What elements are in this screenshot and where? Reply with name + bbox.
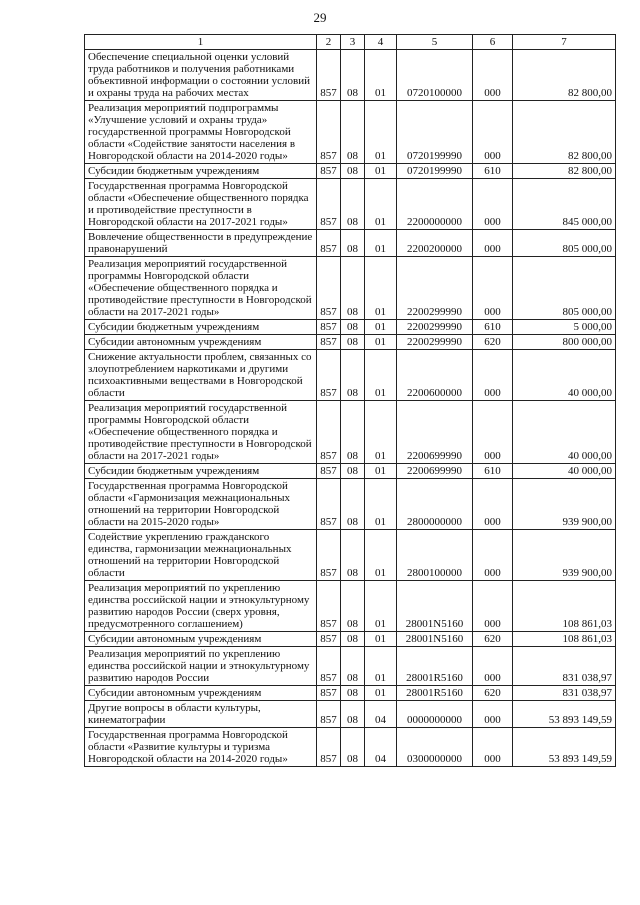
row-amount-cell: 939 900,00 [513, 530, 616, 581]
row-section-cell: 08 [341, 101, 365, 164]
row-expense-type-cell: 000 [473, 728, 513, 767]
row-target-article-cell: 0000000000 [397, 701, 473, 728]
table-row [85, 101, 616, 164]
table-row [85, 320, 616, 335]
row-amount-cell: 108 861,03 [513, 632, 616, 647]
row-name-cell: Вовлечение общественности в предупреждение правонарушений [85, 230, 317, 257]
row-amount-cell: 5 000,00 [513, 320, 616, 335]
row-expense-type-cell: 620 [473, 632, 513, 647]
row-section-cell: 08 [341, 350, 365, 401]
row-name-cell: Реализация мероприятий государственной программы Новгородской области «Обеспечение общественного порядка и противодействие преступности в Новгородской области на 2017-2021 годы» [85, 257, 317, 320]
row-code-cell: 857 [317, 230, 341, 257]
row-target-article-cell: 2200000000 [397, 179, 473, 230]
row-code-cell: 857 [317, 632, 341, 647]
table-row [85, 701, 616, 728]
row-amount-cell: 805 000,00 [513, 230, 616, 257]
row-expense-type-cell: 000 [473, 647, 513, 686]
table-row [85, 530, 616, 581]
page-number: 29 [313, 10, 327, 25]
row-target-article-cell: 0300000000 [397, 728, 473, 767]
row-amount-cell: 831 038,97 [513, 647, 616, 686]
row-target-article-cell: 2200699990 [397, 401, 473, 464]
row-code-cell: 857 [317, 530, 341, 581]
row-expense-type-cell: 610 [473, 164, 513, 179]
row-code-cell: 857 [317, 581, 341, 632]
row-subsection-cell: 01 [365, 230, 397, 257]
row-name-cell: Реализация мероприятий по укреплению единства российской нации и этнокультурному развитию народов России (сверх уровня, предусмотренного соглашением) [85, 581, 317, 632]
row-name-cell: Субсидии бюджетным учреждениям [85, 464, 317, 479]
table-row [85, 401, 616, 464]
row-expense-type-cell: 000 [473, 581, 513, 632]
row-name-cell: Другие вопросы в области культуры, кинематографии [85, 701, 317, 728]
row-target-article-cell: 0720199990 [397, 164, 473, 179]
row-section-cell: 08 [341, 686, 365, 701]
row-subsection-cell: 01 [365, 647, 397, 686]
row-code-cell: 857 [317, 335, 341, 350]
row-amount-cell: 805 000,00 [513, 257, 616, 320]
row-section-cell: 08 [341, 335, 365, 350]
row-section-cell: 08 [341, 164, 365, 179]
row-expense-type-cell: 620 [473, 686, 513, 701]
row-subsection-cell: 01 [365, 335, 397, 350]
row-target-article-cell: 2200699990 [397, 464, 473, 479]
row-amount-cell: 40 000,00 [513, 350, 616, 401]
table-row [85, 257, 616, 320]
row-amount-cell: 53 893 149,59 [513, 728, 616, 767]
row-name-cell: Обеспечение специальной оценки условий труда работников и получения работниками объективной информации о состоянии условий и охраны труда на рабочих местах [85, 50, 317, 101]
column-header: 3 [341, 35, 365, 50]
row-section-cell: 08 [341, 632, 365, 647]
row-name-cell: Снижение актуальности проблем, связанных со злоупотреблением наркотиками и другими психоактивными веществами в Новгородской области [85, 350, 317, 401]
row-amount-cell: 831 038,97 [513, 686, 616, 701]
row-subsection-cell: 01 [365, 257, 397, 320]
row-subsection-cell: 01 [365, 164, 397, 179]
row-section-cell: 08 [341, 401, 365, 464]
row-name-cell: Реализация мероприятий по укреплению единства российской нации и этнокультурному развитию народов России [85, 647, 317, 686]
row-code-cell: 857 [317, 320, 341, 335]
row-name-cell: Субсидии автономным учреждениям [85, 632, 317, 647]
row-subsection-cell: 01 [365, 320, 397, 335]
row-amount-cell: 939 900,00 [513, 479, 616, 530]
table-row [85, 581, 616, 632]
row-amount-cell: 845 000,00 [513, 179, 616, 230]
row-target-article-cell: 2200299990 [397, 257, 473, 320]
row-name-cell: Субсидии бюджетным учреждениям [85, 164, 317, 179]
row-section-cell: 08 [341, 530, 365, 581]
column-header: 5 [397, 35, 473, 50]
row-amount-cell: 800 000,00 [513, 335, 616, 350]
row-expense-type-cell: 000 [473, 401, 513, 464]
row-name-cell: Государственная программа Новгородской области «Обеспечение общественного порядка и противодействие преступности в Новгородской области на 2017-2021 годы» [85, 179, 317, 230]
row-section-cell: 08 [341, 50, 365, 101]
row-expense-type-cell: 000 [473, 101, 513, 164]
row-amount-cell: 82 800,00 [513, 50, 616, 101]
row-code-cell: 857 [317, 257, 341, 320]
table-row [85, 632, 616, 647]
row-target-article-cell: 28001N5160 [397, 632, 473, 647]
row-subsection-cell: 01 [365, 179, 397, 230]
table-header-row [85, 35, 616, 50]
row-amount-cell: 40 000,00 [513, 464, 616, 479]
row-code-cell: 857 [317, 701, 341, 728]
row-name-cell: Государственная программа Новгородской области «Гармонизация межнациональных отношений на территории Новгородской области на 2015-2020 годы» [85, 479, 317, 530]
row-target-article-cell: 2200200000 [397, 230, 473, 257]
row-code-cell: 857 [317, 647, 341, 686]
row-code-cell: 857 [317, 401, 341, 464]
row-expense-type-cell: 610 [473, 464, 513, 479]
row-subsection-cell: 01 [365, 101, 397, 164]
table-row [85, 350, 616, 401]
row-section-cell: 08 [341, 320, 365, 335]
table-body [85, 50, 616, 767]
table-row [85, 647, 616, 686]
row-expense-type-cell: 000 [473, 179, 513, 230]
row-expense-type-cell: 000 [473, 230, 513, 257]
row-name-cell: Государственная программа Новгородской области «Развитие культуры и туризма Новгородской области на 2014-2020 годы» [85, 728, 317, 767]
row-name-cell: Реализация мероприятий государственной программы Новгородской области «Обеспечение общественного порядка и противодействие преступности в Новгородской области на 2017-2021 годы» [85, 401, 317, 464]
row-subsection-cell: 01 [365, 530, 397, 581]
row-section-cell: 08 [341, 581, 365, 632]
row-code-cell: 857 [317, 50, 341, 101]
row-target-article-cell: 2200600000 [397, 350, 473, 401]
row-code-cell: 857 [317, 350, 341, 401]
row-subsection-cell: 01 [365, 401, 397, 464]
table-row [85, 686, 616, 701]
row-code-cell: 857 [317, 164, 341, 179]
table-row [85, 230, 616, 257]
row-target-article-cell: 2200299990 [397, 320, 473, 335]
row-code-cell: 857 [317, 479, 341, 530]
row-target-article-cell: 0720100000 [397, 50, 473, 101]
table-row [85, 464, 616, 479]
table-row [85, 335, 616, 350]
row-code-cell: 857 [317, 686, 341, 701]
row-amount-cell: 53 893 149,59 [513, 701, 616, 728]
row-target-article-cell: 2800000000 [397, 479, 473, 530]
row-expense-type-cell: 000 [473, 50, 513, 101]
row-subsection-cell: 01 [365, 350, 397, 401]
row-section-cell: 08 [341, 701, 365, 728]
row-name-cell: Реализация мероприятий подпрограммы «Улучшение условий и охраны труда» государственной программы Новгородской области «Содействие занятости населения в Новгородской области на 2014-2020 годы» [85, 101, 317, 164]
table-row [85, 164, 616, 179]
row-subsection-cell: 01 [365, 581, 397, 632]
row-section-cell: 08 [341, 647, 365, 686]
row-code-cell: 857 [317, 101, 341, 164]
row-subsection-cell: 04 [365, 701, 397, 728]
row-section-cell: 08 [341, 464, 365, 479]
row-subsection-cell: 01 [365, 464, 397, 479]
row-name-cell: Субсидии автономным учреждениям [85, 335, 317, 350]
row-amount-cell: 82 800,00 [513, 101, 616, 164]
row-expense-type-cell: 610 [473, 320, 513, 335]
column-header: 1 [85, 35, 317, 50]
column-header: 7 [513, 35, 616, 50]
column-header: 2 [317, 35, 341, 50]
row-target-article-cell: 28001R5160 [397, 647, 473, 686]
row-subsection-cell: 04 [365, 728, 397, 767]
table-row [85, 179, 616, 230]
row-section-cell: 08 [341, 728, 365, 767]
row-code-cell: 857 [317, 464, 341, 479]
row-target-article-cell: 2200299990 [397, 335, 473, 350]
row-subsection-cell: 01 [365, 50, 397, 101]
row-code-cell: 857 [317, 179, 341, 230]
row-name-cell: Субсидии автономным учреждениям [85, 686, 317, 701]
row-expense-type-cell: 000 [473, 530, 513, 581]
row-target-article-cell: 28001N5160 [397, 581, 473, 632]
column-header: 6 [473, 35, 513, 50]
row-section-cell: 08 [341, 257, 365, 320]
row-amount-cell: 40 000,00 [513, 401, 616, 464]
row-subsection-cell: 01 [365, 479, 397, 530]
row-subsection-cell: 01 [365, 632, 397, 647]
row-expense-type-cell: 000 [473, 701, 513, 728]
row-expense-type-cell: 620 [473, 335, 513, 350]
row-subsection-cell: 01 [365, 686, 397, 701]
row-expense-type-cell: 000 [473, 257, 513, 320]
row-target-article-cell: 2800100000 [397, 530, 473, 581]
table-row [85, 479, 616, 530]
row-amount-cell: 108 861,03 [513, 581, 616, 632]
row-name-cell: Содействие укреплению гражданского единства, гармонизации межнациональных отношений на территории Новгородской области [85, 530, 317, 581]
row-code-cell: 857 [317, 728, 341, 767]
row-section-cell: 08 [341, 230, 365, 257]
row-section-cell: 08 [341, 479, 365, 530]
row-expense-type-cell: 000 [473, 479, 513, 530]
row-expense-type-cell: 000 [473, 350, 513, 401]
row-target-article-cell: 0720199990 [397, 101, 473, 164]
row-section-cell: 08 [341, 179, 365, 230]
column-header: 4 [365, 35, 397, 50]
budget-table [84, 34, 616, 767]
table-row [85, 50, 616, 101]
table-row [85, 728, 616, 767]
row-amount-cell: 82 800,00 [513, 164, 616, 179]
row-name-cell: Субсидии бюджетным учреждениям [85, 320, 317, 335]
row-target-article-cell: 28001R5160 [397, 686, 473, 701]
